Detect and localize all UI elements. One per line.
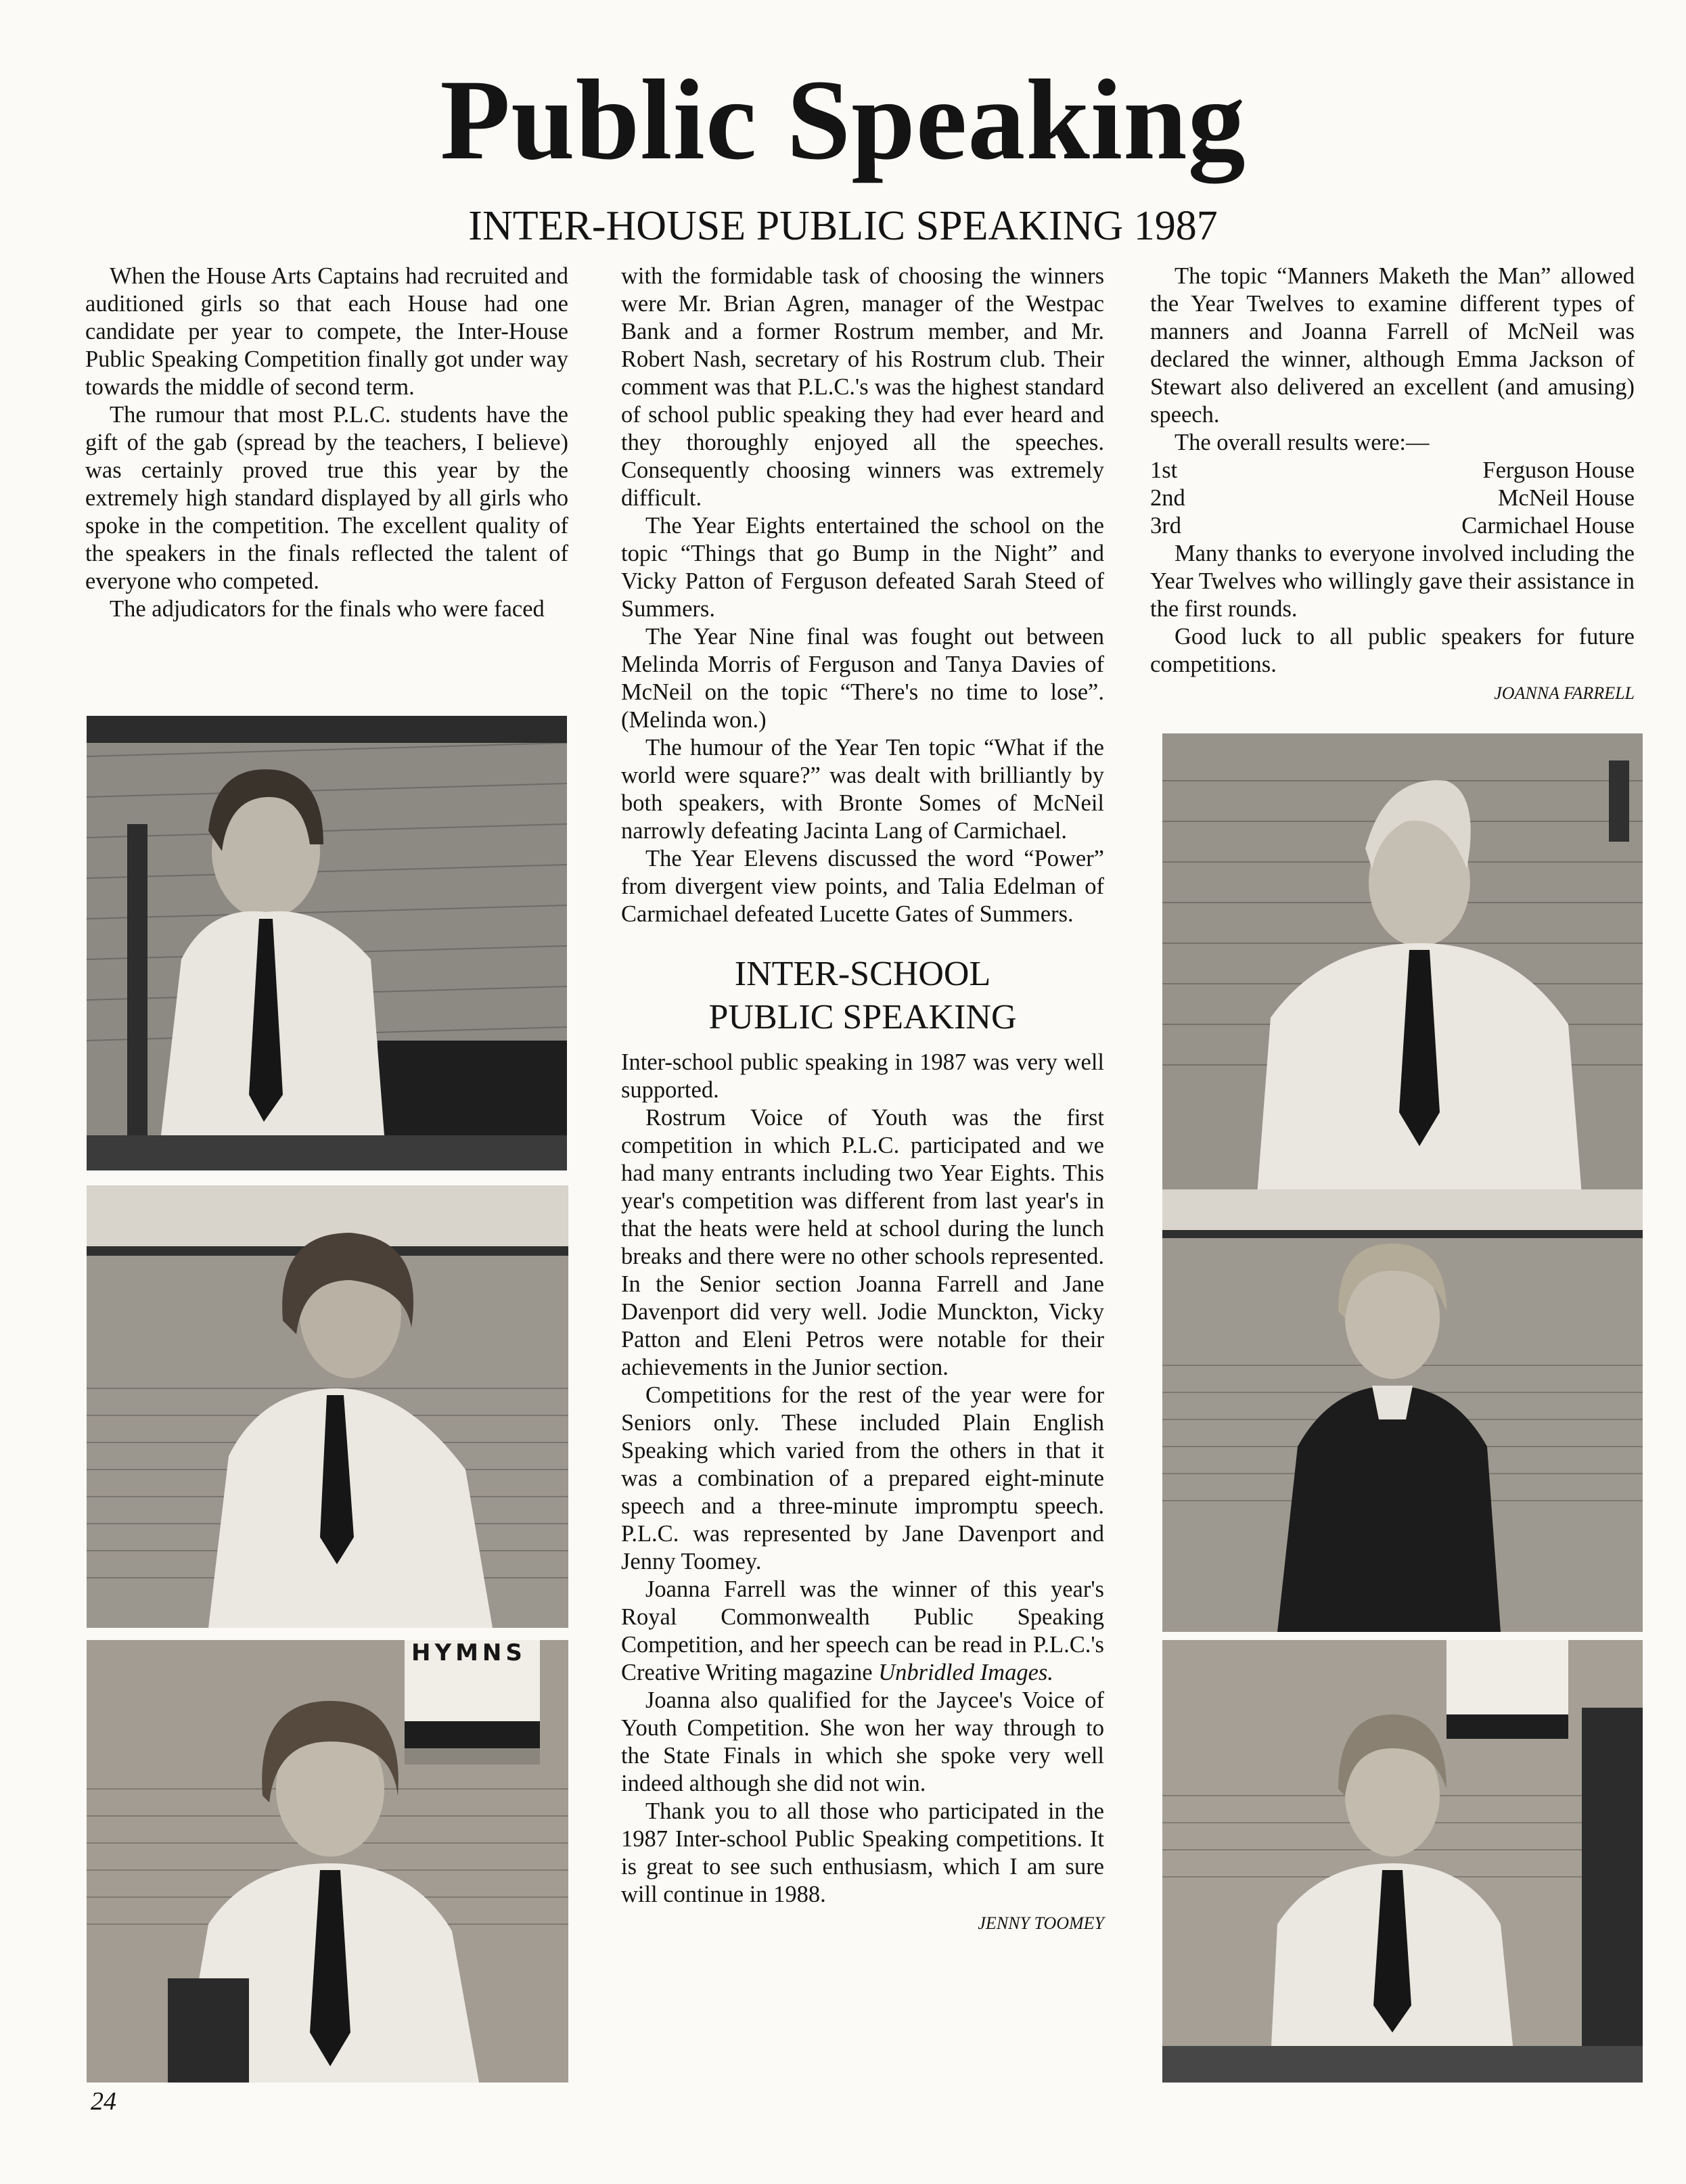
paragraph: Competitions for the rest of the year were for Seniors only. These included Plain English Speaking which varied from the others in that it was a combination of a prepared eight-minute speech and a three-minute impromptu speech. P.L.C. was represented by Jane Davenport and Jenny Toomey. [621,1382,1104,1574]
result-house: Carmichael House [1461,513,1635,539]
page-number: 24 [91,2087,116,2116]
paragraph: When the House Arts Captains had recruited and auditioned girls so that each House had one candidate per year to compete, the Inter-House Public Speaking Competition finally got under way towards the middle of second term. [85,263,568,400]
paragraph [621,1576,1104,1687]
left-column [85,263,568,623]
photo-image [1162,1640,1643,2083]
paragraph: The Year Elevens discussed the word “Power” from divergent view points, and Talia Edelman of Carmichael defeated Lucette Gates of Summers. [621,846,1104,927]
result-row [1150,512,1635,540]
section-title: INTER-HOUSE PUBLIC SPEAKING 1987 [468,203,1218,249]
heading-line: INTER-SCHOOL [734,955,991,993]
heading-line: PUBLIC SPEAKING [708,998,1017,1037]
photo-speaker-1 [87,716,567,1170]
photo-speaker-4 [1162,733,1643,1195]
result-house: McNeil House [1497,485,1635,511]
paragraph: Good luck to all public speakers for future competitions. [1150,624,1635,677]
paragraph: Inter-school public speaking in 1987 was very well supported. [621,1049,1104,1103]
photo-image [1162,733,1643,1195]
middle-column [621,263,1104,1937]
result-place: 2nd [1150,485,1185,511]
photo-image [87,1185,568,1628]
photo-speaker-3 [87,1640,568,2083]
page-title: Public Speaking [440,56,1246,183]
result-row [1150,484,1635,512]
paragraph: with the formidable task of choosing the winners were Mr. Brian Agren, manager of the Westpac Bank and a former Rostrum member, and Mr. Robert Nash, secretary of his Rostrum club. Their comment was that P.L.C.'s was the highest standard of school public speaking they had ever heard and they thoroughly enjoyed all the speeches. Consequently choosing winners was extremely difficult. [621,263,1104,511]
paragraph: The humour of the Year Ten topic “What if the world were square?” was dealt with brilliantly by both speakers, with Bronte Somes of McNeil narrowly defeating Jacinta Lang of Carmichael. [621,735,1104,844]
paragraph: The adjudicators for the finals who were faced [110,596,545,622]
paragraph: Rostrum Voice of Youth was the first competition in which P.L.C. participated and we had many entrants including two Year Eights. This year's competition was different from last year's in that the heats were held at school during the lunch breaks and there were no other schools represented. In the Senior section Joanna Farrell and Jane Davenport did very well. Jodie Munckton, Vicky Patton and Eleni Petros were notable for their achievements in the Junior section. [621,1105,1104,1380]
photo-speaker-5 [1162,1189,1643,1632]
paragraph: The Year Eights entertained the school on the topic “Things that go Bump in the Night” and Vicky Patton of Ferguson defeated Sarah Steed of Summers. [621,513,1104,622]
inter-school-heading [621,953,1104,1039]
paragraph: Thank you to all those who participated in the 1987 Inter-school Public Speaking competitions. It is great to see such enthusiasm, which I am sure will continue in 1988. [621,1798,1104,1907]
photo-image [1162,1189,1643,1632]
paragraph: The rumour that most P.L.C. students have the gift of the gab (spread by the teachers, I believe) was certainly proved true this year by the extremely high standard displayed by all girls who spoke in the competition. The excellent quality of the speakers in the finals reflected the talent of everyone who competed. [85,402,568,594]
paragraph: The topic “Manners Maketh the Man” allowed the Year Twelves to examine different types of manners and Joanna Farrell of McNeil was declared the winner, although Emma Jackson of Stewart also delivered an excellent (and amusing) speech. [1150,263,1635,428]
byline: JENNY TOOMEY [978,1913,1104,1933]
magazine-title: Unbridled Images. [878,1660,1053,1685]
result-row [1150,457,1635,484]
paragraph: The Year Nine final was fought out between Melinda Morris of Ferguson and Tanya Davies of McNeil on the topic “There's no time to lose”. (Melinda won.) [621,624,1104,733]
byline: JOANNA FARRELL [1494,683,1635,703]
result-place: 3rd [1150,513,1181,539]
photo-image [87,716,567,1170]
photo-image [87,1640,568,2083]
paragraph: Many thanks to everyone involved including the Year Twelves who willingly gave their assistance in the first rounds. [1150,541,1635,622]
result-house: Ferguson House [1482,457,1635,483]
result-place: 1st [1150,457,1178,483]
right-column [1150,263,1635,707]
results-list [1150,457,1635,540]
paragraph: The overall results were:— [1175,430,1430,455]
photo-speaker-2 [87,1185,568,1628]
paragraph: Joanna also qualified for the Jaycee's Voice of Youth Competition. She won her way through to the State Finals in which she spoke very well indeed although she did not win. [621,1687,1104,1796]
paragraph-text: Joanna Farrell was the winner of this year's Royal Commonwealth Public Speaking Competition, and her speech can be read in P.L.C.'s Creative Writing magazine [621,1576,1104,1685]
hymns-sign: HYMNS [411,1640,526,1666]
photo-speaker-6 [1162,1640,1643,2083]
